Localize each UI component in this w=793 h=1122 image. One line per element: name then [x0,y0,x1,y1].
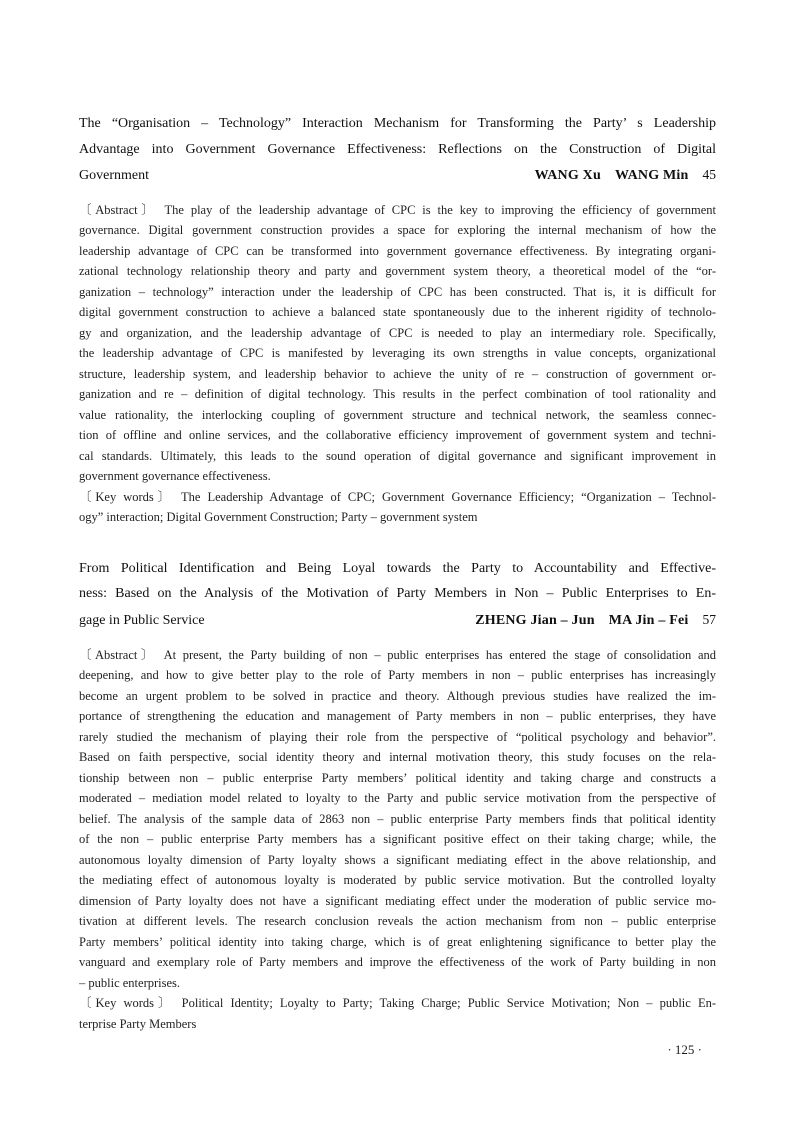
text-line: 〔Key words〕 The Leadership Advantage of CPC; Government Governance Efficiency; “Organization – Technol- [79,489,716,504]
text-line: zational technology relationship theory and party and government system theory, a theoretical model of the “or- [79,264,716,279]
text-line: ness: Based on the Analysis of the Motivation of Party Members in Non – Public Enterprises to En- [79,586,716,602]
keywords-text [79,487,716,528]
text-line: cal standards. Ultimately, this leads to the sound operation of digital governance and significant improvement in [79,448,716,463]
text-line: 〔Abstract〕 The play of the leadership advantage of CPC is the key to improving the efficiency of government [79,202,716,217]
text-line: leadership advantage of CPC can be transformed into government governance effectiveness. By integrating organi- [79,243,716,258]
text-line: autonomous loyalty dimension of Party loyalty shows a significant mediating effect in the above relationship, and [79,852,716,867]
text-line: ganization – technology” interaction under the leadership of CPC has been constructed. That is, it is difficult for [79,284,716,299]
page-content [79,0,716,1060]
page-reference: 57 [702,611,716,627]
text-line: terprise Party Members [79,1016,197,1031]
text-line: ganization and re – definition of digital technology. This results in the perfect combination of tool rationality and [79,387,716,402]
text-line: 〔Abstract〕 At present, the Party building of non – public enterprises has entered the stage of consolidation and [79,647,716,662]
text-line: gy and organization, and the leadership advantage of CPC is needed to play an intermediary role. Specifically, [79,325,716,340]
keywords-text [79,993,716,1034]
text-line: of the non – public enterprise Party members has a significant positive effect on their taking charge; while, the [79,832,716,847]
abstract-text [79,200,716,487]
text-line: belief. The analysis of the sample data of 2863 non – public enterprise Party members finds that political identity [79,811,716,826]
author-name: WANG Min [614,168,689,184]
text-line: 〔Key words〕 Political Identity; Loyalty to Party; Taking Charge; Public Service Motivation; Non – public En- [79,996,716,1011]
text-line: vanguard and exemplary role of Party members and improve the effectiveness of the work of Party building in non [79,955,716,970]
text-line: tion of offline and online services, and the collaborative efficiency improvement of government system and techni- [79,428,716,443]
abstract-text [79,645,716,994]
text-line: moderated – mediation model related to loyalty to the Party and public service motivation from the perspective of [79,791,716,806]
author-name: MA Jin – Fei [608,612,689,628]
text-line: digital government construction to achieve a balanced state spontaneously due to the inherent rigidity of technolo- [79,305,716,320]
text-line: governance. Digital government construction provides a space for exploring the internal mechanism of how the [79,223,716,238]
article-entry-1 [79,111,716,528]
article-entry-2 [79,556,716,1034]
byline [475,607,716,634]
article-title-fragment: Government [79,168,149,184]
text-line: tionship between non – public enterprise Party members’ political identity and taking charge and constructs a [79,770,716,785]
text-line: dimension of Party loyalty does not have a significant mediating effect under the moderation of public service mo- [79,893,716,908]
text-line: value rationality, the interlocking coupling of government structure and technical network, the seamless connec- [79,407,716,422]
text-line: deepening, and how to give better play to the role of Party members in non – public enterprises has increasingly [79,668,716,683]
byline [535,162,716,189]
article-title-2 [79,556,716,634]
article-title-1 [79,111,716,189]
page-reference: 45 [702,167,716,183]
text-line: From Political Identification and Being Loyal towards the Party to Accountability and Effective- [79,560,716,576]
text-line: Party members’ political identity into taking charge, which is of great enlightening significance to better play the [79,934,716,949]
text-line: become an urgent problem to be solved in practice and theory. Although previous studies have realized the im- [79,688,716,703]
text-line: rarely studied the mechanism of playing their role from the perspective of “political psychology and behavior”. [79,729,716,744]
author-name: ZHENG Jian – Jun [475,612,595,628]
text-line: ogy” interaction; Digital Government Construction; Party – government system [79,510,478,525]
text-line: The “Organisation – Technology” Interaction Mechanism for Transforming the Party’ s Leadership [79,116,716,131]
text-line: tivation at different levels. The research conclusion reveals the action mechanism from non – public enterprise [79,914,716,929]
text-line: structure, leadership system, and leadership behavior to achieve the unity of re – construction of government or- [79,366,716,381]
text-line: the mediating effect of autonomous loyalty is moderated by public service motivation. But the controlled loyalty [79,873,716,888]
text-line: Based on faith perspective, social identity theory and internal motivation theory, this study focuses on the rela- [79,750,716,765]
page-number: · 125 · [667,1042,702,1058]
text-line: the leadership advantage of CPC is manifested by leveraging its own strengths in value concepts, organizational [79,346,716,361]
text-line: portance of strengthening the education and management of Party members in non – public enterprises, they have [79,709,716,724]
article-title-lines [79,556,716,607]
text-line: Advantage into Government Governance Effectiveness: Reflections on the Construction of Digital [79,141,716,157]
article-title-last-row [79,162,716,189]
article-title-last-row [79,607,716,634]
text-line: – public enterprises. [79,975,181,990]
author-name: WANG Xu [534,168,601,184]
article-title-lines [79,111,716,162]
text-line: government governance effectiveness. [79,469,271,484]
article-title-fragment: gage in Public Service [79,612,205,628]
